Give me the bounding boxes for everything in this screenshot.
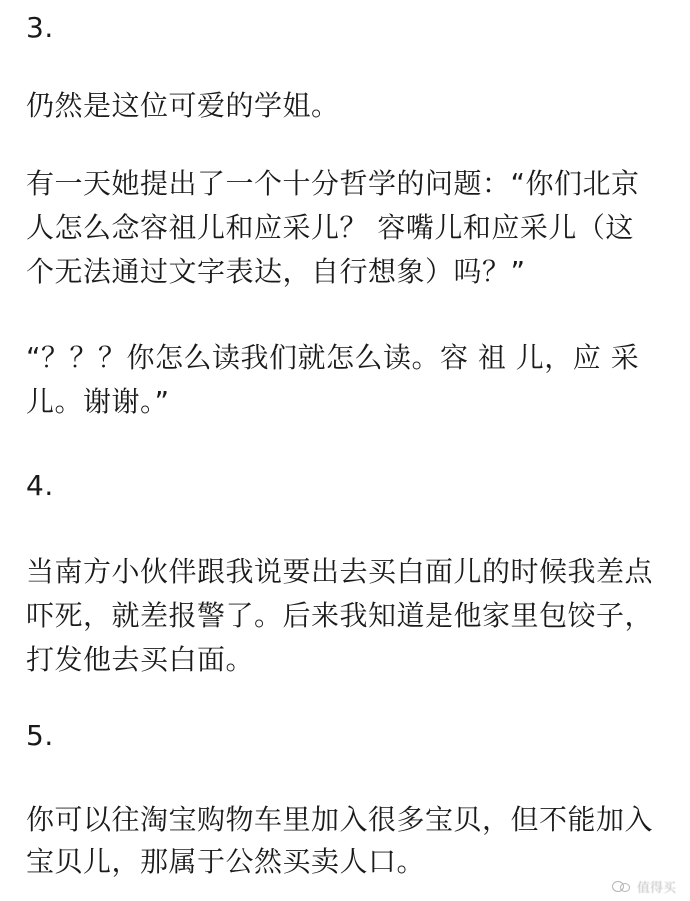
paragraph-line: 仍然是这位可爱的学姐。: [26, 89, 340, 122]
wechat-icon: [611, 879, 631, 893]
paragraph-line: “？？？你怎么读我们就怎么读。容 祖 儿，应 采: [26, 341, 640, 374]
paragraph-line: 儿。谢谢。”: [26, 385, 170, 418]
section-number-4: 4.: [26, 469, 54, 502]
paragraph-line: 当南方小伙伴跟我说要出去买白面儿的时候我差点: [26, 555, 654, 588]
watermark: [611, 875, 676, 897]
section-number-3: 3.: [26, 11, 54, 44]
paragraph-line: 你可以往淘宝购物车里加入很多宝贝，但不能加入: [26, 803, 654, 836]
watermark-text: 值得买: [636, 880, 676, 896]
paragraph-line: 个无法通过文字表达，自行想象）吗？”: [26, 255, 526, 288]
section-number-5: 5.: [26, 719, 54, 752]
paragraph-line: 人怎么念容祖儿和应采儿？ 容嘴儿和应采儿（这: [26, 211, 634, 244]
paragraph-line: 宝贝儿，那属于公然买卖人口。: [26, 845, 426, 878]
paragraph-line: 打发他去买白面。: [26, 643, 255, 676]
paragraph-line: 有一天她提出了一个十分哲学的问题：“你们北京: [26, 167, 640, 200]
paragraph-line: 吓死，就差报警了。后来我知道是他家里包饺子，: [26, 599, 654, 632]
